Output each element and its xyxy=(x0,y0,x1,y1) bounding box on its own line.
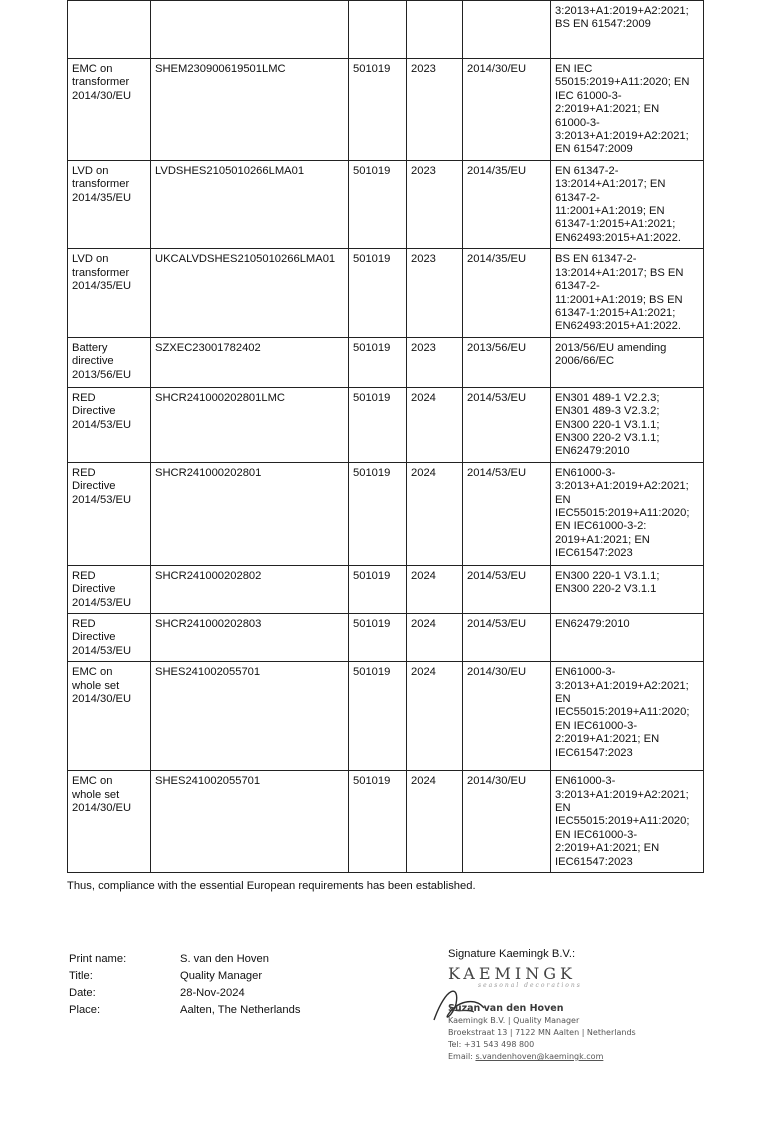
compliance-table xyxy=(67,0,704,873)
title-value: Quality Manager xyxy=(180,970,263,982)
signature-block xyxy=(448,1003,636,1063)
cell-report: SHCR241000202803 xyxy=(151,613,349,661)
cell-desc xyxy=(68,1,151,59)
cell-report: SHCR241000202801 xyxy=(151,462,349,565)
cell-directive: 2013/56/EU xyxy=(463,337,551,387)
table-row xyxy=(68,565,704,613)
cell-directive xyxy=(463,1,551,59)
cell-model: 501019 xyxy=(349,565,407,613)
cell-report: SHCR241000202802 xyxy=(151,565,349,613)
date-row xyxy=(69,985,300,1002)
cell-directive: 2014/35/EU xyxy=(463,249,551,337)
cell-model: 501019 xyxy=(349,160,407,248)
cell-directive: 2014/53/EU xyxy=(463,387,551,462)
cell-desc: Battery directive 2013/56/EU xyxy=(68,337,151,387)
cell-standards: EN61000-3- 3:2013+A1:2019+A2:2021; EN IEC55015:2019+A11:2020; EN IEC61000-3-2: 2019+A1:2021; EN IEC61547:2023 xyxy=(551,462,704,565)
cell-year: 2023 xyxy=(407,337,463,387)
cell-year: 2024 xyxy=(407,387,463,462)
cell-year xyxy=(407,1,463,59)
signature-address: Broekstraat 13 | 7122 MN Aalten | Netherlands xyxy=(448,1028,636,1037)
signature-email-label: Email: xyxy=(448,1052,473,1061)
cell-directive: 2014/35/EU xyxy=(463,160,551,248)
cell-desc: EMC on whole set 2014/30/EU xyxy=(68,662,151,771)
cell-directive: 2014/53/EU xyxy=(463,565,551,613)
cell-standards: EN61000-3- 3:2013+A1:2019+A2:2021; EN IEC55015:2019+A11:2020; EN IEC61000-3- 2:2019+A1:2021; EN IEC61547:2023 xyxy=(551,662,704,771)
cell-standards: 3:2013+A1:2019+A2:2021; BS EN 61547:2009 xyxy=(551,1,704,59)
table-row xyxy=(68,1,704,59)
signature-company-role: Kaemingk B.V. | Quality Manager xyxy=(448,1016,580,1025)
table-row xyxy=(68,462,704,565)
cell-directive: 2014/30/EU xyxy=(463,662,551,771)
table-row xyxy=(68,613,704,661)
cell-standards: EN61000-3- 3:2013+A1:2019+A2:2021; EN IEC55015:2019+A11:2020; EN IEC61000-3- 2:2019+A1:2021; EN IEC61547:2023 xyxy=(551,771,704,873)
cell-directive: 2014/53/EU xyxy=(463,462,551,565)
cell-standards: BS EN 61347-2- 13:2014+A1:2017; BS EN 61347-2- 11:2001+A1:2019; BS EN 61347-1:2015+A1:2021; EN62493:2015+A1:2022. xyxy=(551,249,704,337)
title-row xyxy=(69,968,300,985)
table-row xyxy=(68,59,704,161)
cell-model: 501019 xyxy=(349,613,407,661)
cell-year: 2024 xyxy=(407,613,463,661)
date-value: 28-Nov-2024 xyxy=(180,987,245,999)
cell-model: 501019 xyxy=(349,771,407,873)
cell-desc: LVD on transformer 2014/35/EU xyxy=(68,249,151,337)
cell-directive: 2014/30/EU xyxy=(463,771,551,873)
table-row xyxy=(68,771,704,873)
cell-year: 2023 xyxy=(407,160,463,248)
title-label: Title: xyxy=(69,970,93,982)
signer-info xyxy=(69,951,300,1019)
cell-report: SHES241002055701 xyxy=(151,771,349,873)
cell-year: 2023 xyxy=(407,59,463,161)
compliance-table-body xyxy=(68,1,704,873)
table-row xyxy=(68,387,704,462)
cell-standards: 2013/56/EU amending 2006/66/EC xyxy=(551,337,704,387)
cell-desc: LVD on transformer 2014/35/EU xyxy=(68,160,151,248)
print-name-label: Print name: xyxy=(69,953,127,965)
table-row xyxy=(68,662,704,771)
print-name-row xyxy=(69,951,300,968)
cell-model: 501019 xyxy=(349,249,407,337)
cell-model: 501019 xyxy=(349,462,407,565)
cell-model: 501019 xyxy=(349,337,407,387)
cell-report xyxy=(151,1,349,59)
cell-year: 2024 xyxy=(407,662,463,771)
cell-desc: RED Directive 2014/53/EU xyxy=(68,613,151,661)
cell-year: 2024 xyxy=(407,565,463,613)
print-name-value: S. van den Hoven xyxy=(180,953,269,965)
cell-model xyxy=(349,1,407,59)
signature-email-link[interactable]: s.vandenhoven@kaemingk.com xyxy=(475,1052,604,1061)
cell-desc: RED Directive 2014/53/EU xyxy=(68,565,151,613)
cell-year: 2024 xyxy=(407,771,463,873)
cell-year: 2024 xyxy=(407,462,463,565)
cell-directive: 2014/53/EU xyxy=(463,613,551,661)
cell-model: 501019 xyxy=(349,662,407,771)
table-row xyxy=(68,160,704,248)
cell-directive: 2014/30/EU xyxy=(463,59,551,161)
cell-year: 2023 xyxy=(407,249,463,337)
cell-report: SHES241002055701 xyxy=(151,662,349,771)
cell-desc: EMC on whole set 2014/30/EU xyxy=(68,771,151,873)
cell-standards: EN301 489-1 V2.2.3; EN301 489-3 V2.3.2; EN300 220-1 V3.1.1; EN300 220-2 V3.1.1; EN62479:2010 xyxy=(551,387,704,462)
cell-report: SHCR241000202801LMC xyxy=(151,387,349,462)
cell-report: LVDSHES2105010266LMA01 xyxy=(151,160,349,248)
cell-report: SHEM230900619501LMC xyxy=(151,59,349,161)
logo-tagline: seasonal decorations xyxy=(478,982,582,989)
cell-standards: EN IEC 55015:2019+A11:2020; EN IEC 61000-3- 2:2019+A1:2021; EN 61000-3- 3:2013+A1:2019+A2:2021; EN 61547:2009 xyxy=(551,59,704,161)
conclusion-text: Thus, compliance with the essential European requirements has been established. xyxy=(67,880,476,892)
table-row xyxy=(68,249,704,337)
cell-desc: RED Directive 2014/53/EU xyxy=(68,387,151,462)
place-label: Place: xyxy=(69,1004,101,1016)
cell-standards: EN62479:2010 xyxy=(551,613,704,661)
signature-tel: Tel: +31 543 498 800 xyxy=(448,1040,535,1049)
cell-desc: RED Directive 2014/53/EU xyxy=(68,462,151,565)
date-label: Date: xyxy=(69,987,96,999)
signature-name: Suzan van den Hoven xyxy=(448,1003,564,1014)
cell-desc: EMC on transformer 2014/30/EU xyxy=(68,59,151,161)
cell-standards: EN 61347-2- 13:2014+A1:2017; EN 61347-2- 11:2001+A1:2019; EN 61347-1:2015+A1:2021; EN62493:2015+A1:2022. xyxy=(551,160,704,248)
cell-model: 501019 xyxy=(349,387,407,462)
cell-report: SZXEC23001782402 xyxy=(151,337,349,387)
place-row xyxy=(69,1002,300,1019)
place-value: Aalten, The Netherlands xyxy=(180,1004,301,1016)
cell-report: UKCALVDSHES2105010266LMA01 xyxy=(151,249,349,337)
signature-email-row xyxy=(448,1051,636,1063)
signature-label: Signature Kaemingk B.V.: xyxy=(448,948,576,960)
cell-model: 501019 xyxy=(349,59,407,161)
logo-wordmark: KAEMINGK xyxy=(448,964,576,983)
cell-standards: EN300 220-1 V3.1.1; EN300 220-2 V3.1.1 xyxy=(551,565,704,613)
table-row xyxy=(68,337,704,387)
